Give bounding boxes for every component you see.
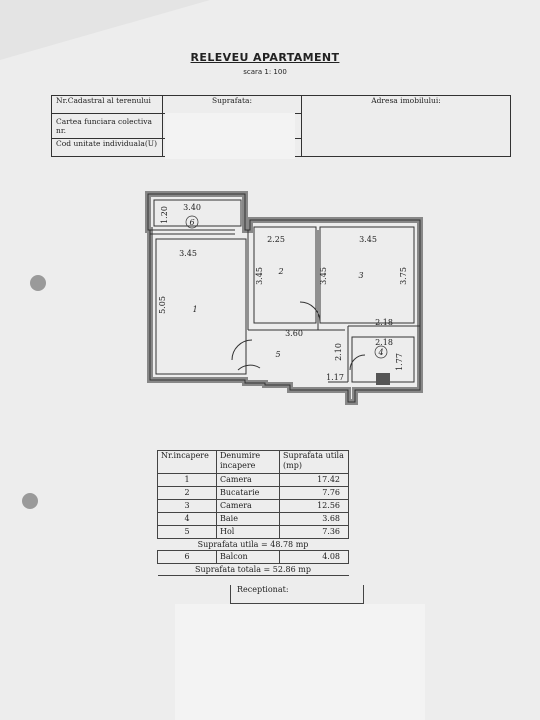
room-area: 7.76 <box>280 487 349 500</box>
dimension-label: 1.17 <box>326 373 344 382</box>
table-row <box>158 551 349 564</box>
room-area: 17.42 <box>280 474 349 487</box>
room-nr: 5 <box>158 526 217 539</box>
col-header-nr: Nr.incapere <box>158 451 217 474</box>
address-label: Adresa imobilului: <box>302 96 511 157</box>
grand-total: Suprafata totala = 52.86 mp <box>158 564 349 576</box>
useful-total-row <box>158 539 349 551</box>
table-row <box>158 513 349 526</box>
dimension-label: 1.77 <box>395 353 404 371</box>
redaction-box <box>165 113 295 159</box>
room-name: Camera <box>217 500 280 513</box>
room-number-label: 1 <box>192 305 198 314</box>
document-title: RELEVEU APARTAMENT <box>190 51 340 64</box>
room-number-label: 2 <box>278 267 284 276</box>
room-nr: 4 <box>158 513 217 526</box>
room-name: Baie <box>217 513 280 526</box>
room-area: 12.56 <box>280 500 349 513</box>
room-number-label: 5 <box>275 350 281 359</box>
dimension-label: 1.20 <box>160 206 169 224</box>
dimension-label: 3.45 <box>179 249 197 258</box>
received-field: Receptionat: <box>230 585 364 604</box>
dimension-label: 3.45 <box>359 235 377 244</box>
dimension-label: 2.25 <box>267 235 285 244</box>
dimension-label: 2.18 <box>375 318 393 327</box>
table-row <box>158 500 349 513</box>
shaft-block <box>376 373 390 385</box>
room-name: Bucatarie <box>217 487 280 500</box>
room-nr: 6 <box>158 551 217 564</box>
grand-total-row <box>158 564 349 576</box>
room-area: 3.68 <box>280 513 349 526</box>
table-row <box>158 487 349 500</box>
room-number-label: 4 <box>378 348 384 357</box>
punch-hole <box>22 493 38 509</box>
dimension-label: 3.45 <box>255 267 264 285</box>
col-header-name: Denumire incapere <box>217 451 280 474</box>
rooms-table <box>157 450 349 576</box>
dimension-label: 3.60 <box>285 329 303 338</box>
room-name: Balcon <box>217 551 280 564</box>
room-number-label: 6 <box>189 218 195 227</box>
dimension-label: 2.18 <box>375 338 393 347</box>
useful-total: Suprafata utila = 48.78 mp <box>158 539 349 551</box>
room-name: Camera <box>217 474 280 487</box>
table-row <box>158 526 349 539</box>
cadastral-number-label: Nr.Cadastral al terenului <box>52 96 163 114</box>
document-scale: scara 1: 100 <box>243 68 287 76</box>
room-area: 4.08 <box>280 551 349 564</box>
room-name: Hol <box>217 526 280 539</box>
room-nr: 2 <box>158 487 217 500</box>
land-book-label: Cartea funciara colectiva nr. <box>52 114 163 139</box>
surface-label: Suprafata: <box>163 96 302 114</box>
dimension-label: 3.45 <box>319 267 328 285</box>
dimension-label: 3.75 <box>399 267 408 285</box>
dimension-label: 2.10 <box>334 343 343 361</box>
redaction-box <box>175 604 425 720</box>
floor-plan <box>140 190 425 405</box>
dimension-label: 3.40 <box>183 203 201 212</box>
col-header-area: Suprafata utila (mp) <box>280 451 349 474</box>
room-nr: 3 <box>158 500 217 513</box>
room-nr: 1 <box>158 474 217 487</box>
punch-hole <box>30 275 46 291</box>
unit-code-label: Cod unitate individuala(U) <box>52 139 163 157</box>
table-row <box>158 474 349 487</box>
room-area: 7.36 <box>280 526 349 539</box>
room-number-label: 3 <box>358 271 364 280</box>
dimension-label: 5.05 <box>158 296 167 314</box>
